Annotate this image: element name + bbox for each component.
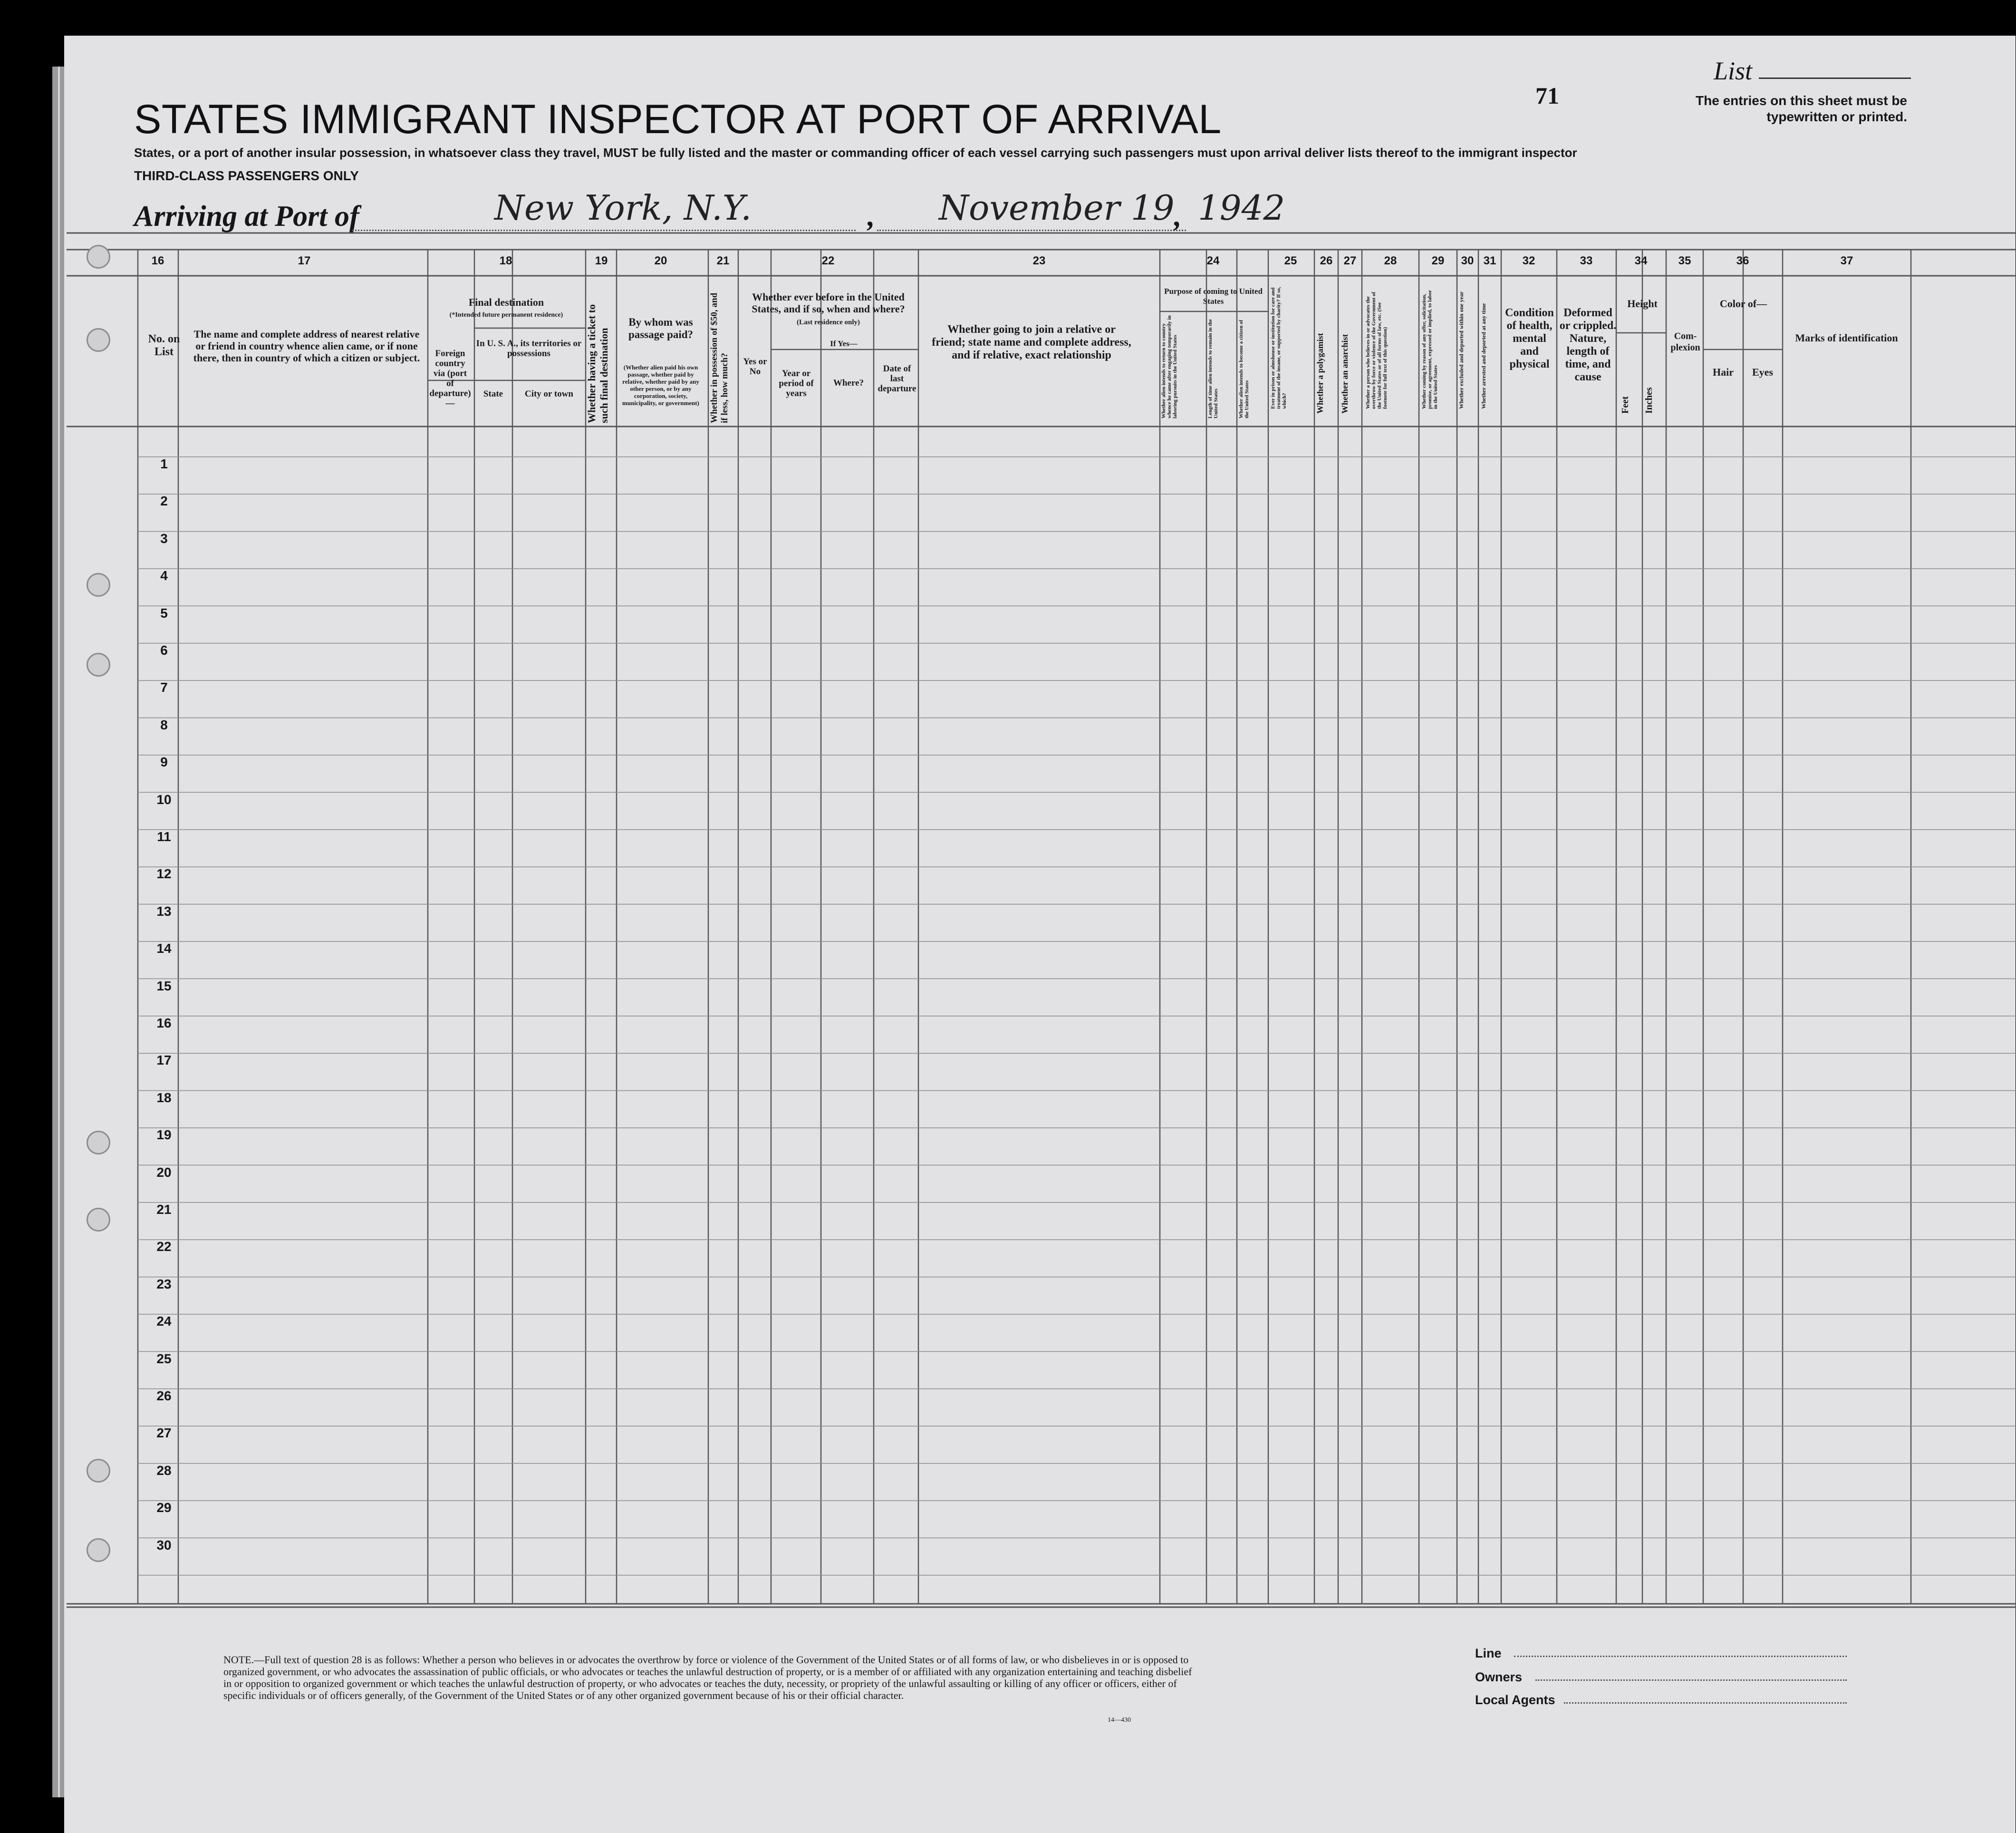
year-period-header: Year or period of years — [779, 369, 814, 398]
inches-header: Inches — [1644, 387, 1654, 414]
row-number: 1 — [160, 456, 168, 471]
possession-50-header: Whether in possession of $50, and if less, how much? — [709, 292, 730, 423]
row-number: 24 — [156, 1314, 172, 1329]
if-yes-header: If Yes— — [830, 339, 858, 348]
local-agents-label: Local Agents — [1475, 1693, 1555, 1707]
column-number: 23 — [1032, 254, 1046, 267]
row-number: 29 — [156, 1500, 172, 1515]
column-number: 26 — [1320, 254, 1333, 267]
labor-offer-header: Whether coming by reason of any offer, solicitation, promise, or agreement, expressed or implied, to labor in the United States — [1421, 290, 1438, 409]
hair-header: Hair — [1713, 366, 1734, 378]
arriving-label: Arriving at Port of — [134, 200, 359, 233]
row-number: 4 — [160, 568, 168, 583]
column-number: 30 — [1461, 254, 1474, 267]
row-number: 9 — [160, 755, 168, 770]
port-handwritten: New York, N.Y. — [494, 188, 752, 228]
binder-hole — [87, 653, 110, 677]
column-number: 24 — [1206, 254, 1220, 267]
passage-paid-header: By whom was passage paid? — [628, 316, 694, 340]
row-number: 27 — [156, 1426, 172, 1441]
column-number: 32 — [1522, 254, 1535, 267]
owners-dotted — [1535, 1679, 1847, 1681]
row-number: 16 — [156, 1016, 172, 1030]
anarchist-header: Whether an anarchist — [1340, 334, 1350, 414]
row-number: 12 — [156, 866, 172, 882]
column-number: 29 — [1431, 254, 1445, 267]
deformed-header: Deformed or crippled. Nature, length of time, and cause — [1559, 307, 1617, 383]
list-label: List — [1714, 57, 1753, 85]
excluded-deported-header: Whether excluded and deported within one year — [1458, 291, 1465, 409]
purpose-header: Purpose of coming to United States — [1164, 287, 1263, 306]
date-handwritten: November 19 — [939, 188, 1175, 228]
row-number: 23 — [156, 1276, 172, 1291]
row-number: 19 — [156, 1127, 172, 1143]
relative-friend-header: Whether going to join a relative or friend; state name and complete address, and if relative, exact relationship — [932, 323, 1131, 361]
column-number: 37 — [1840, 254, 1853, 267]
local-agents-dotted — [1564, 1702, 1847, 1704]
column-number: 18 — [499, 254, 512, 267]
state-header: State — [483, 389, 503, 399]
final-destination-header: Final destination — [468, 296, 544, 308]
line-dotted — [1514, 1656, 1847, 1657]
health-header: Condition of health, mental and physical — [1505, 307, 1554, 370]
comma-1: , — [868, 200, 875, 233]
return-intent-header: Whether alien intends to return to country whence he came after engaging temporarily in laboring pursuits in the United States — [1161, 315, 1178, 418]
row-number: 11 — [157, 829, 171, 844]
arrested-deported-header: Whether arrested and deported at any time — [1480, 303, 1487, 409]
column-number: 22 — [821, 254, 835, 267]
polygamist-header: Whether a polygamist — [1315, 333, 1325, 414]
binder-hole — [87, 328, 110, 352]
row-number: 6 — [160, 643, 168, 658]
row-number: 5 — [160, 605, 168, 621]
line-label: Line — [1475, 1646, 1502, 1660]
stamp-number: 71 — [1535, 82, 1559, 109]
color-of-header: Color of— — [1719, 298, 1767, 310]
date-dotted-line — [877, 230, 1186, 231]
column-number: 17 — [298, 254, 311, 267]
comma-2: , — [1174, 200, 1182, 233]
column-number: 35 — [1678, 254, 1691, 267]
ever-before-note: (Last residence only) — [796, 319, 860, 326]
form-number: 14—430 — [1108, 1717, 1131, 1724]
port-dotted-line — [352, 230, 856, 231]
column-number: 27 — [1343, 254, 1357, 267]
row-number: 8 — [160, 717, 168, 732]
column-number: 19 — [595, 254, 608, 267]
column-number: 16 — [151, 254, 164, 267]
row-number: 20 — [156, 1164, 172, 1180]
length-stay-header: Length of time alien intends to remain in the United States — [1207, 319, 1219, 418]
column-number: 28 — [1384, 254, 1397, 267]
column-number: 25 — [1284, 254, 1297, 267]
column-number: 20 — [654, 254, 667, 267]
typewritten-note: The entries on this sheet must be typewritten or printed. — [1696, 93, 1907, 124]
question-28-note: NOTE.—Full text of question 28 is as follows: Whether a person who believes in or advocates the overthrow by force or violence of the Government of the United States or of all forms of law, or who disbelieves in or is opposed to organized government, or who advocates the assassination of public officials, or who advocates or teaches the unlawful destruction of property, or is a member of or affiliated with any organization entertaining and teaching disbelief in or opposition to organized government or which teaches the unlawful destruction of property, or who advocates or teaches the duty, necessity, or propriety of the unlawful assaulting or killing of any officer or officers, either of specific individuals or of officers generally, of the Government of the United States or of any other organized government because of his or their official character. — [223, 1654, 1192, 1701]
column-number: 36 — [1736, 254, 1749, 267]
no-on-list-header: No. on List — [148, 333, 180, 358]
binder-hole — [87, 1538, 110, 1562]
page-title: STATES IMMIGRANT INSPECTOR AT PORT OF ARRIVAL — [134, 97, 1222, 142]
row-number: 10 — [156, 792, 172, 807]
complexion-header: Com-plexion — [1670, 331, 1700, 353]
eyes-header: Eyes — [1752, 366, 1773, 378]
feet-header: Feet — [1620, 396, 1630, 414]
row-number: 7 — [160, 680, 168, 695]
yes-no-header: Yes or No — [743, 357, 767, 377]
owners-label: Owners — [1475, 1670, 1523, 1684]
row-number: 14 — [156, 941, 172, 956]
year-handwritten: 1942 — [1198, 188, 1285, 228]
in-usa-header: In U. S. A., its territories or possessions — [476, 339, 582, 359]
column-number: 33 — [1580, 254, 1593, 267]
column-number: 34 — [1634, 254, 1648, 267]
identification-marks-header: Marks of identification — [1795, 332, 1898, 344]
row-number: 22 — [156, 1239, 172, 1254]
row-number: 30 — [156, 1537, 172, 1552]
row-number: 17 — [156, 1053, 172, 1068]
nearest-relative-header: The name and complete address of nearest relative or friend in country whence alien came, or if none there, then in country of which a citizen or subject. — [193, 328, 420, 364]
ever-before-header: Whether ever before in the United States, and if so, when and where? — [752, 291, 905, 315]
city-header: City or town — [524, 389, 574, 399]
list-blank-line — [1759, 78, 1911, 79]
ticket-header: Whether having a ticket to such final destination — [586, 304, 610, 423]
row-number: 21 — [156, 1202, 172, 1217]
class-line: THIRD-CLASS PASSENGERS ONLY — [134, 168, 359, 183]
binder-hole — [87, 1208, 110, 1232]
binder-hole — [87, 573, 110, 597]
date-departure-header: Date of last departure — [878, 364, 916, 394]
column-number: 31 — [1483, 254, 1496, 267]
binder-hole — [87, 1131, 110, 1154]
binder-hole — [87, 245, 110, 269]
height-header: Height — [1627, 298, 1658, 310]
final-destination-note: (*Intended future permanent residence) — [449, 311, 563, 319]
row-number: 18 — [156, 1090, 172, 1105]
row-number: 25 — [156, 1351, 172, 1366]
overthrow-header: Whether a person who believes in or advocates the overthrow by force or violence of the Government of the United States or of all forms of law, etc. (See footnote for full text of this question) — [1365, 291, 1388, 409]
column-number: 21 — [716, 254, 730, 267]
row-number: 26 — [156, 1388, 172, 1403]
row-number: 3 — [160, 531, 168, 546]
citizen-intent-header: Whether alien intends to become a citizen of the United States — [1238, 320, 1250, 418]
binder-hole — [87, 1459, 110, 1483]
prison-almshouse-header: Ever in prison or almshouse or institution for care and treatment of the insane, or supported by charity? If so, which? — [1270, 287, 1287, 409]
where-header: Where? — [833, 378, 864, 388]
row-number: 2 — [160, 494, 168, 509]
row-number: 15 — [156, 978, 172, 993]
passage-paid-note: (Whether alien paid his own passage, whether paid by relative, whether paid by any other person, or by any corporation, society, municipality, or government) — [622, 364, 699, 407]
row-number: 28 — [156, 1463, 172, 1478]
row-number: 13 — [156, 903, 172, 919]
subtitle: States, or a port of another insular possession, in whatsoever class they travel, MUST be fully listed and the master or commanding officer of each vessel carrying such passengers must upon arrival deliver lists thereof to the immigrant inspector — [134, 145, 1577, 160]
foreign-country-header: Foreign country via (port of departure)— — [429, 349, 471, 408]
